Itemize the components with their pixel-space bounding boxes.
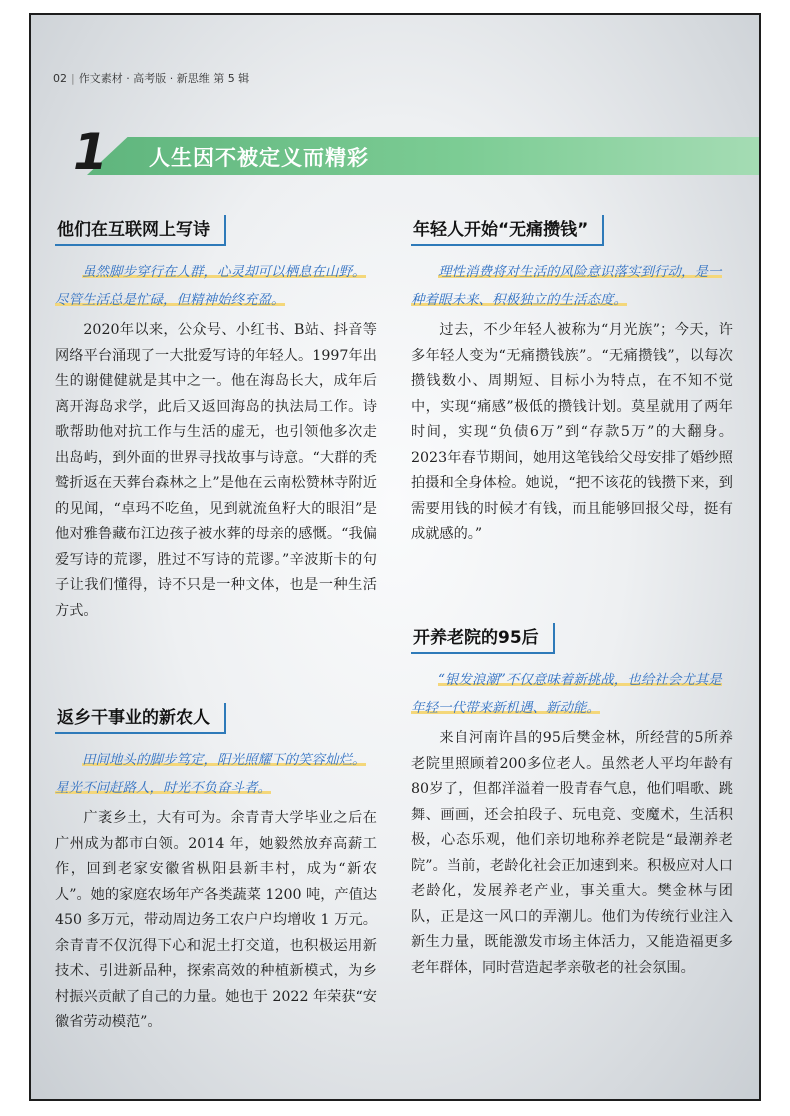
quote-text: 理性消费将对生活的风险意识落实到行动，是一种着眼未来、积极独立的生活态度。 — [411, 264, 722, 308]
quote-text: “银发浪潮”不仅意味着新挑战，也给社会尤其是年轻一代带来新机遇、新动能。 — [411, 672, 722, 716]
article-section-poetry — [55, 215, 377, 624]
section-quote — [411, 258, 733, 314]
article-section-new-farmers — [55, 703, 377, 1036]
section-title: 开养老院的95后 — [411, 623, 555, 654]
section-body: 来自河南许昌的95后樊金林，所经营的5所养老院里照顾着200多位老人。虽然老人平均年龄有80岁了，但都洋溢着一股青春气息，他们唱歌、跳舞、画画，还会拍段子、玩电竞、变魔术，生活积极，心态乐观，他们亲切地称养老院是“最潮养老院”。当前，老龄化社会正加速到来。积极应对人口老龄化，发展养老产业，事关重大。樊金林与团队，正是这一风口的弄潮儿。他们为传统行业注入新生力量，既能激发市场主体活力，又能造福更多老年群体，同时营造起孝亲敬老的社会氛围。 — [411, 730, 733, 976]
page-header — [53, 70, 249, 86]
section-title: 返乡干事业的新农人 — [55, 703, 226, 734]
chapter-number: 1 — [73, 123, 108, 181]
page-number: 02 — [53, 72, 67, 85]
section-title: 年轻人开始“无痛攒钱” — [411, 215, 604, 246]
section-body: 广袤乡土，大有可为。余青青大学毕业之后在广州成为都市白领。2014 年，她毅然放弃高薪工作，回到老家安徽省枞阳县新丰村，成为“新农人”。她的家庭农场年产各类蔬菜 1200 吨，产值达 450 多万元，带动周边务工农户户均增收 1 万元。余青青不仅沉得下心和泥土打交道，也积极运用新技术、引进新品种，探索高效的种植新模式，为乡村振兴贡献了自己的力量。她也于 2022 年荣获“安徽省劳动模范”。 — [55, 810, 377, 1030]
section-body: 2020年以来，公众号、小红书、B站、抖音等网络平台涌现了一大批爱写诗的年轻人。1997年出生的谢健健就是其中之一。他在海岛长大，成年后离开海岛求学，此后又返回海岛的执法局工作。诗歌帮助他对抗工作与生活的虚无，也引领他多次走出岛屿，到外面的世界寻找故事与诗意。“大群的秃鹫折返在天葬台森林之上”是他在云南松赞林寺附近的见闻，“卓玛不吃鱼，见到就流鱼籽大的眼泪”是他对雅鲁藏布江边孩子被水葬的母亲的感慨。“我偏爱写诗的荒谬，胜过不写诗的荒谬。”辛波斯卡的句子让我们懂得，诗不只是一种文体，也是一种生活方式。 — [55, 322, 377, 619]
chapter-title: 人生因不被定义而精彩 — [149, 146, 369, 170]
header-divider: | — [71, 72, 75, 85]
chapter-banner — [57, 123, 761, 181]
quote-text: 虽然脚步穿行在人群，心灵却可以栖息在山野。尽管生活总是忙碌，但精神始终充盈。 — [55, 264, 366, 308]
article-section-saving-money — [411, 215, 733, 548]
section-quote — [55, 746, 377, 802]
section-body: 过去，不少年轻人被称为“月光族”；今天，许多年轻人变为“无痛攒钱族”。“无痛攒钱”，以每次攒钱数小、周期短、目标小为特点，在不知不觉中，实现“痛感”极低的攒钱计划。莫星就用了两年时间，实现“负债6万”到“存款5万”的大翻身。2023年春节期间，她用这笔钱给父母安排了婚纱照拍摄和全身体检。她说，“把不该花的钱攒下来，到需要用钱的时候才有钱，而且能够回报父母，挺有成就感的。” — [411, 322, 733, 542]
publication-title: 作文素材 · 高考版 · 新思维 第 5 辑 — [78, 72, 250, 85]
section-quote — [411, 666, 733, 722]
magazine-page — [29, 13, 761, 1101]
section-title: 他们在互联网上写诗 — [55, 215, 226, 246]
article-section-nursing-home — [411, 623, 733, 981]
quote-text: 田间地头的脚步笃定，阳光照耀下的笑容灿烂。星光不问赶路人，时光不负奋斗者。 — [55, 752, 366, 796]
section-quote — [55, 258, 377, 314]
